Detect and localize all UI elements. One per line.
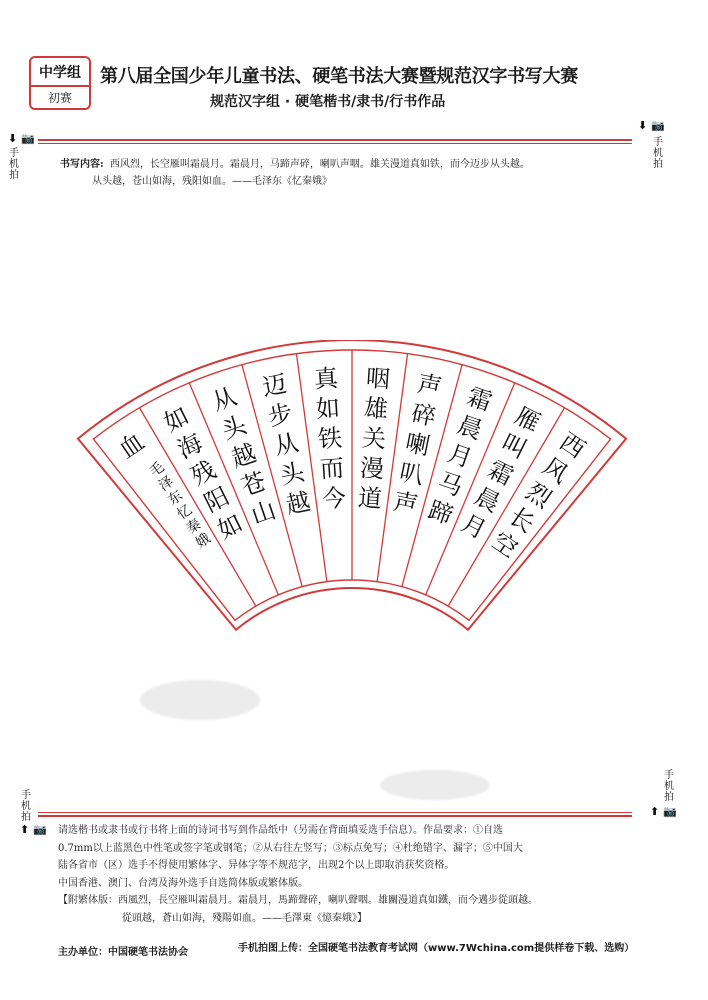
fan-character: 步 (265, 399, 295, 432)
fan-character: 从 (271, 428, 301, 461)
fan-character: 铁 (317, 423, 343, 454)
fan-signature-character: 东 (165, 487, 186, 509)
fan-character: 雁 (510, 401, 545, 438)
content-line-1: 西风烈，长空雁叫霜晨月。霜晨月，马蹄声碎，喇叭声咽。雄关漫道真如铁，而今迈步从头越。 (109, 159, 530, 170)
fan-character: 晨 (470, 482, 505, 518)
fan-character: 从 (208, 382, 241, 417)
content-line-2: 从头越，苍山如海，残阳如血。——毛泽东《忆秦娥》 (92, 176, 332, 187)
fan-character: 如 (213, 508, 248, 545)
fan-character: 如 (315, 394, 341, 424)
page-title: 第八届全国少年儿童书法、硬笔书法大赛暨规范汉字书写大赛 (100, 66, 578, 87)
fan-character: 空 (487, 526, 523, 564)
top-divider (38, 139, 632, 144)
requirements-line: 陆各省市（区）选手不得使用繁体字、异体字等不规范字，出现2个以上即取消获奖资格。 (58, 860, 455, 871)
badge-group: 中学组 (31, 58, 89, 87)
fan-signature-character: 毛 (146, 459, 168, 481)
requirements-line: 從頭越，蒼山如海，殘陽如血。——毛澤東《憶秦娥》】 (122, 912, 367, 924)
scan-smudge (380, 770, 490, 800)
fan-signature-character: 忆 (174, 501, 196, 524)
fan-character: 关 (361, 423, 387, 454)
fan-character: 风 (537, 452, 574, 489)
phone-shoot-label-left-bottom: 手机拍 (21, 790, 31, 823)
fan-character: 残 (186, 455, 221, 492)
fan-writing-area (30, 340, 670, 640)
fan-character: 血 (113, 427, 150, 465)
fan-character: 头 (218, 410, 251, 445)
bottom-divider (38, 812, 632, 817)
phone-shoot-label-left-top: 手机拍 (9, 148, 19, 181)
fan-character: 如 (159, 401, 194, 438)
fan-character: 迈 (259, 369, 290, 402)
camera-icon: ⬆ 📷 (20, 823, 47, 836)
fan-character: 雄 (363, 394, 389, 424)
fan-character: 声 (391, 487, 421, 520)
fan-character: 越 (228, 438, 260, 474)
fan-character: 晨 (453, 410, 486, 445)
fan-character: 蹄 (424, 495, 457, 530)
requirements-line: 请选楷书或隶书或行书将上面的诗词书写到作品纸中（另需在背面填妥选手信息）。作品要求：①自选 (58, 825, 503, 836)
phone-shoot-label-right-top: 手机拍 (653, 137, 663, 170)
fan-character: 烈 (520, 477, 557, 514)
phone-shoot-label-right-bottom: 手机拍 (664, 770, 674, 803)
fan-signature-character: 秦 (183, 516, 205, 538)
camera-icon: ⬆ 📷 (650, 805, 677, 818)
fan-character: 喇 (403, 428, 433, 461)
fan-character: 霜 (483, 455, 518, 492)
fan-signature-character: 娥 (193, 530, 214, 552)
fan-character: 月 (444, 438, 476, 474)
fan-character: 漫 (359, 453, 385, 484)
fan-character: 山 (247, 495, 280, 530)
fan-character: 真 (313, 364, 339, 394)
organizer: 主办单位：中国硬笔书法协会 (58, 947, 188, 958)
fan-character: 而 (319, 453, 345, 484)
fan-character: 海 (172, 428, 207, 465)
group-badge (29, 56, 91, 110)
page-subtitle: 规范汉字组 · 硬笔楷书/隶书/行书作品 (210, 94, 446, 110)
fan-character: 长 (503, 501, 540, 539)
requirements-line: 0.7mm以上蓝黑色中性笔或签字笔或钢笔；②从右往左竖写；③标点免写；④杜绝错字、漏字；⑤中国大 (58, 842, 523, 854)
fan-character: 道 (357, 483, 383, 514)
fan-character: 叭 (397, 457, 427, 491)
fan-character: 苍 (237, 467, 270, 502)
camera-icon: ⬇ 📷 (8, 132, 35, 145)
scan-smudge (140, 680, 260, 720)
requirements-line: 中国香港、澳门、台湾及海外选手自选简体版或繁体版。 (58, 877, 308, 889)
requirements (58, 822, 658, 927)
fan-character: 越 (283, 487, 313, 520)
fan-character: 叫 (497, 428, 532, 465)
requirements-line: 【附繁体版：西風烈，長空雁叫霜晨月。霜晨月，馬蹄聲碎，喇叭聲咽。雄關漫道真如鐵，而今邁步從頭越。 (58, 895, 538, 906)
fan-character: 马 (434, 467, 467, 502)
fan-character: 霜 (463, 382, 496, 417)
camera-icon: ⬇ 📷 (638, 119, 665, 132)
fan-character: 阳 (199, 482, 234, 518)
fan-signature-character: 泽 (155, 473, 177, 495)
fan-character: 今 (321, 483, 347, 514)
fan-character: 月 (456, 508, 491, 545)
fan-character: 声 (414, 369, 445, 402)
fan-character: 碎 (409, 399, 439, 432)
fan-character: 咽 (365, 364, 391, 394)
badge-round: 初赛 (47, 91, 72, 105)
upload-info: 手机拍图上传：全国硬笔书法教育考试网（www.7Wchina.com提供样卷下载、选购） (238, 943, 635, 954)
fan-character: 西 (554, 427, 591, 465)
content-label: 书写内容: (60, 159, 104, 170)
fan-character: 头 (277, 457, 307, 491)
writing-content (60, 156, 660, 190)
